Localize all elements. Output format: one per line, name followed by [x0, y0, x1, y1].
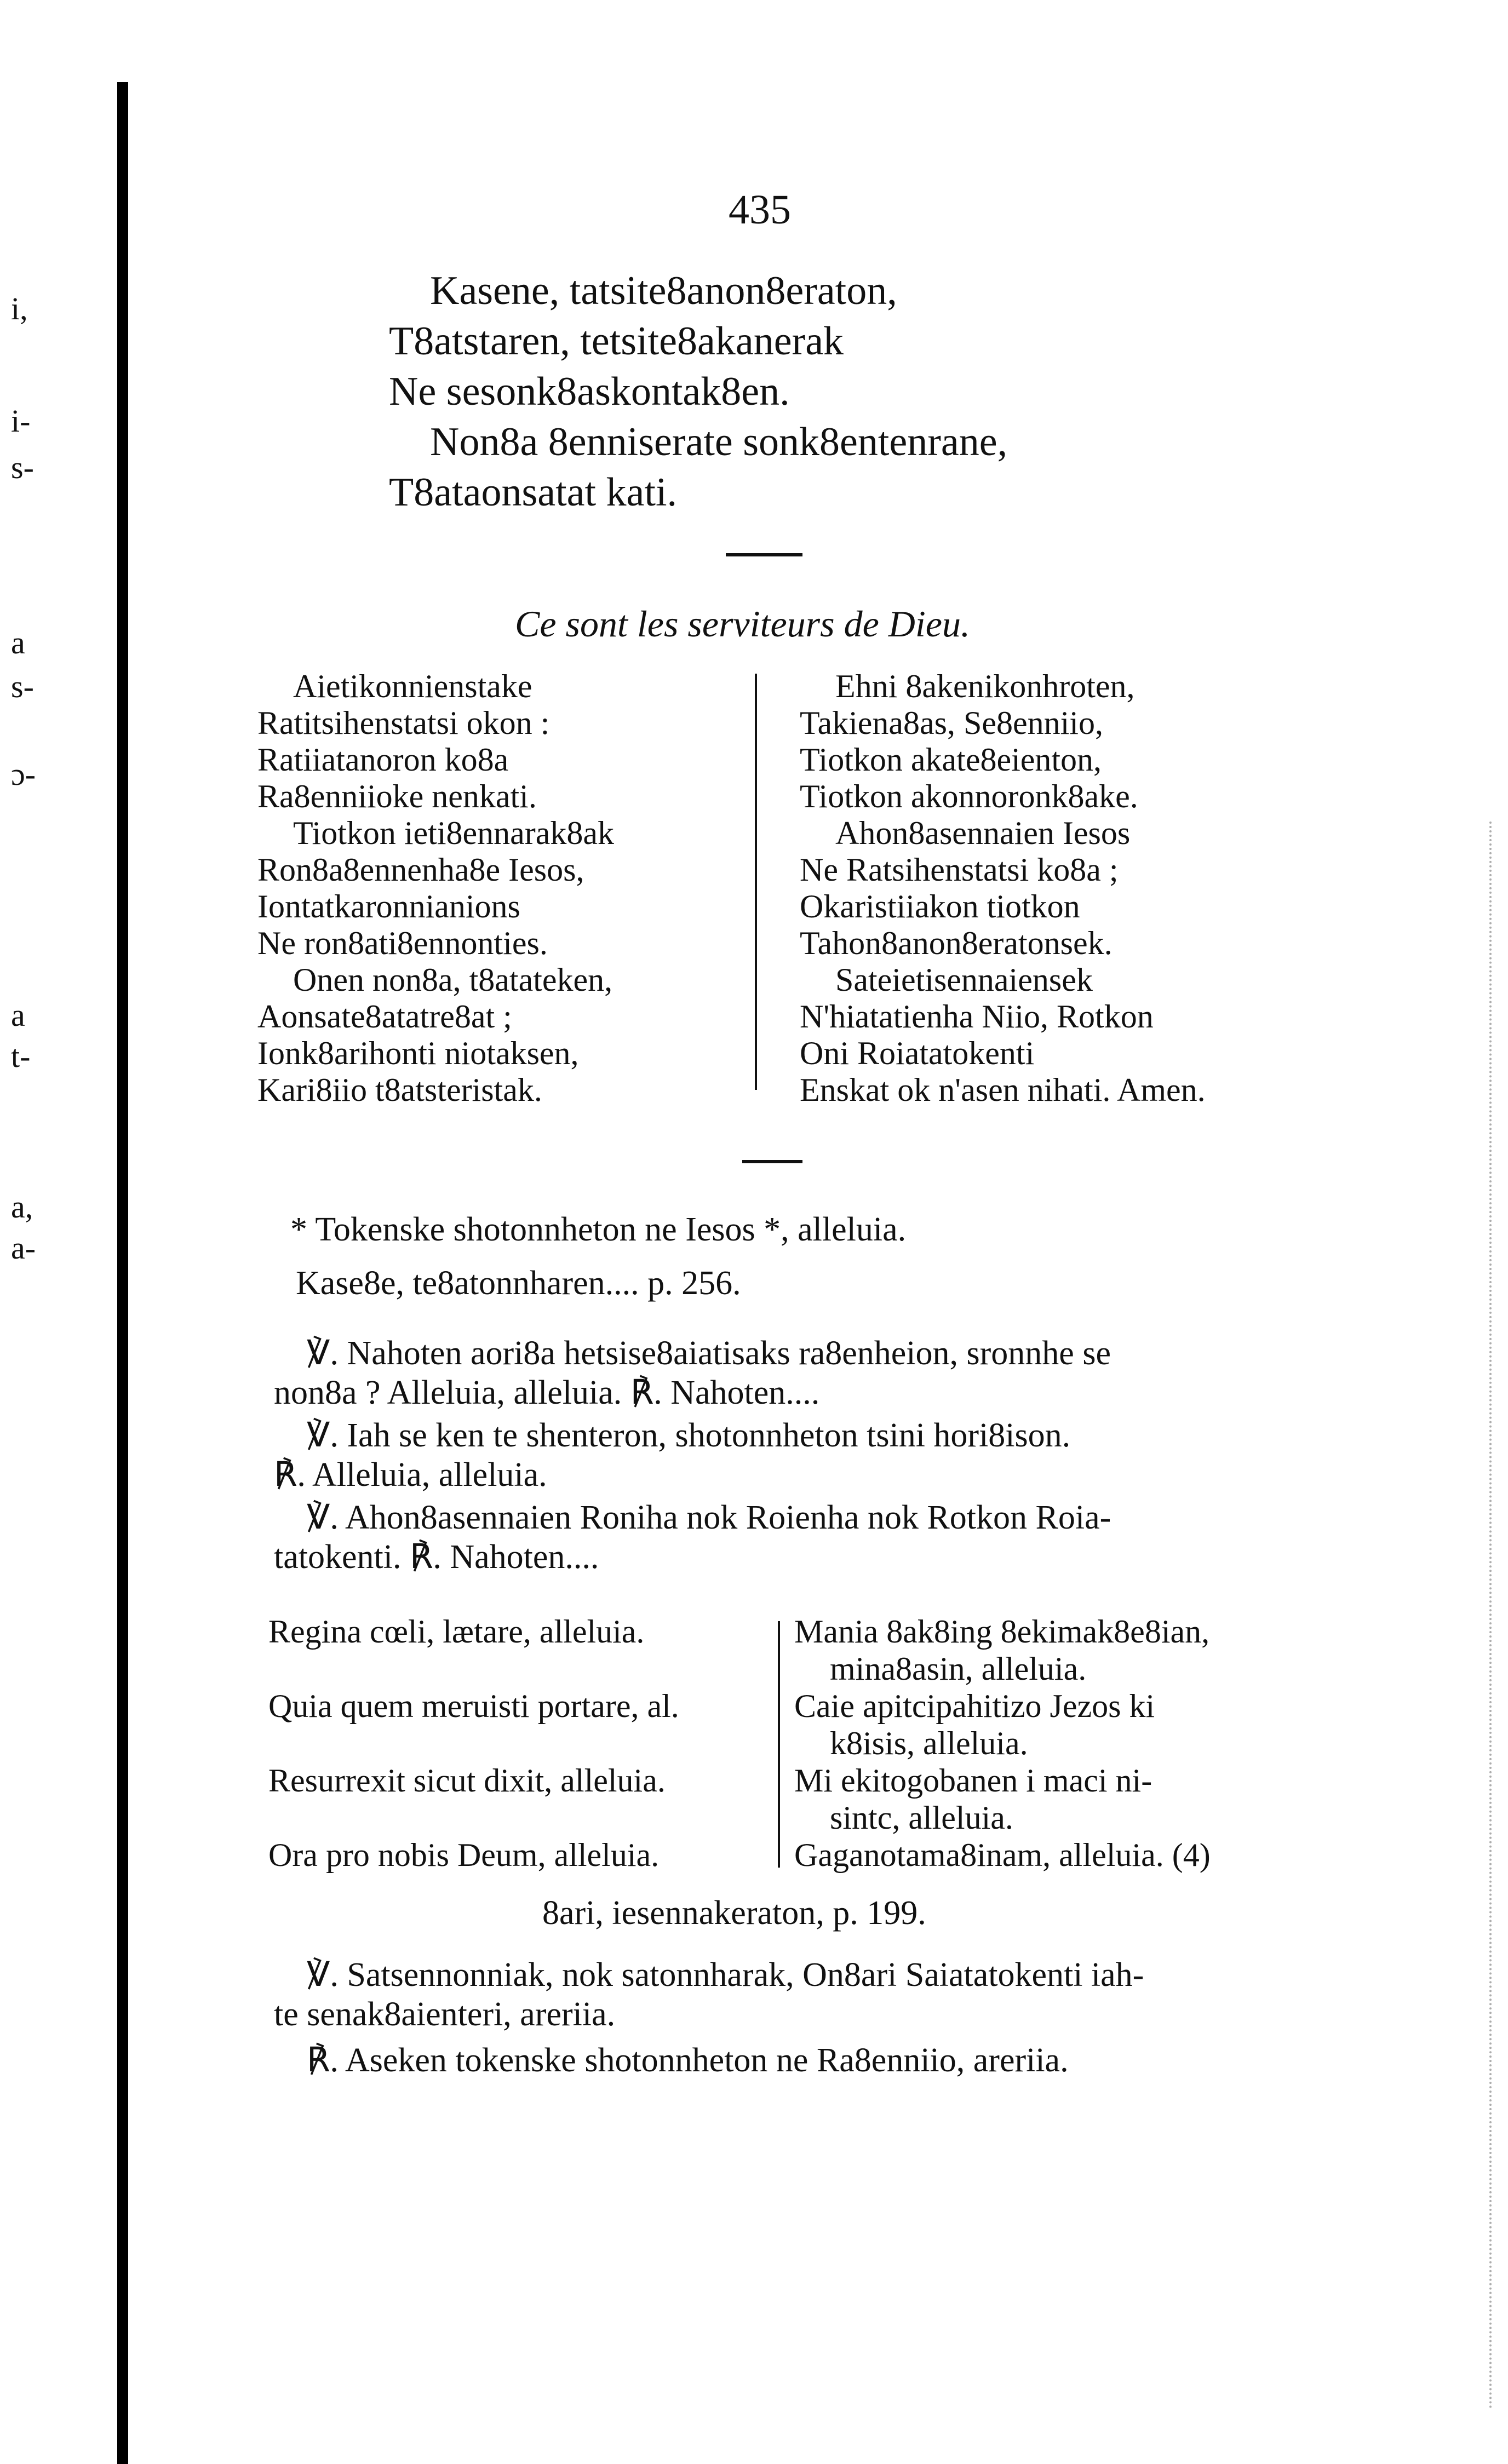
hymn-line: Ratiiatanoron ko8a — [257, 742, 509, 778]
book-spine-shadow — [117, 82, 128, 2464]
versicle-block — [274, 1955, 1298, 2080]
hymn-line: Ionk8arihonti niotaksen, — [257, 1035, 579, 1071]
hymn-line: Sateietisennaiensek — [835, 962, 1093, 998]
margin-fragment: a — [11, 997, 25, 1033]
hymn-line: Tiotkon ieti8ennarak8ak — [293, 815, 615, 851]
margin-fragment: i- — [11, 403, 31, 439]
versicle-line: ℣. Iah se ken te shenteron, shotonnheton tsini hori8ison. — [307, 1417, 1071, 1454]
column-divider — [755, 674, 757, 1090]
versicle-line: te senak8aienteri, areriia. — [274, 1996, 616, 2033]
hymn-line: Ne Ratsihenstatsi ko8a ; — [800, 852, 1119, 888]
hymn-line: N'hiatatienha Niio, Rotkon — [800, 998, 1154, 1035]
section-divider — [726, 553, 802, 556]
hymn-line: Ahon8asennaien Iesos — [835, 815, 1131, 851]
margin-fragment: i, — [11, 291, 28, 326]
latin-column — [268, 1613, 679, 1874]
hymn-line: Aonsate8atatre8at ; — [257, 998, 512, 1035]
page-edge — [1457, 822, 1492, 2410]
translation-line: k8isis, alleluia. — [830, 1725, 1028, 1761]
hymn-line: Ratitsihenstatsi okon : — [257, 705, 550, 741]
hymn-line: Takiena8as, Se8enniio, — [800, 705, 1103, 741]
latin-line: Regina cœli, lætare, alleluia. — [268, 1613, 645, 1650]
margin-fragment: a- — [11, 1230, 36, 1266]
page-reference: Kase8e, te8atonnharen.... p. 256. — [296, 1265, 741, 1302]
hymn-line: Tiotkon akonnoronk8ake. — [800, 778, 1138, 814]
hymn-line: Ne ron8ati8ennonties. — [257, 925, 548, 961]
hymn-line: Oni Roiatatokenti — [800, 1035, 1035, 1071]
poem-line: Kasene, tatsite8anon8eraton, — [430, 268, 897, 313]
versicle-line: ℟. Alleluia, alleluia. — [274, 1456, 547, 1494]
translation-line: Mi ekitogobanen i maci ni- — [794, 1762, 1152, 1799]
antiphon: * Tokenske shotonnheton ne Iesos *, alleluia. — [290, 1211, 907, 1248]
adjacent-page-margin — [0, 0, 88, 1314]
hymn-left-column — [257, 668, 614, 1108]
hymn-line: Tahon8anon8eratonsek. — [800, 925, 1113, 961]
poem-line: Ne sesonk8askontak8en. — [389, 369, 790, 414]
section-title: Ce sont les serviteurs de Dieu. — [515, 603, 970, 645]
latin-line: Resurrexit sicut dixit, alleluia. — [268, 1762, 666, 1799]
versicle-block — [274, 1334, 1298, 1577]
versicle-line: ℣. Satsennonniak, nok satonnharak, On8ari Saiatatokenti iah- — [307, 1956, 1144, 1994]
hymn-line: Ron8a8ennenha8e Iesos, — [257, 852, 584, 888]
page-reference: 8ari, iesennakeraton, p. 199. — [542, 1894, 926, 1932]
translation-line: sintc, alleluia. — [830, 1800, 1013, 1836]
poem-line: T8atstaren, tetsite8akanerak — [389, 319, 844, 364]
hymn-line: Iontatkaronnianions — [257, 888, 520, 924]
hymn-line: Ra8enniioke nenkati. — [257, 778, 537, 814]
hymn-line: Onen non8a, t8atateken, — [293, 962, 613, 998]
versicle-line: tatokenti. ℟. Nahoten.... — [274, 1538, 599, 1576]
versicle-line: ℣. Nahoten aori8a hetsise8aiatisaks ra8enheion, sronnhe se — [307, 1335, 1111, 1372]
page-number: 435 — [729, 187, 791, 233]
hymn-line: Aietikonnienstake — [293, 668, 532, 704]
poem-stanza — [389, 266, 1007, 518]
hymn-line: Kari8iio t8atsteristak. — [257, 1072, 542, 1108]
poem-line: Non8a 8enniserate sonk8entenrane, — [430, 420, 1008, 464]
margin-fragment: s- — [11, 669, 34, 704]
margin-fragment: ɔ- — [11, 756, 36, 792]
versicle-line: non8a ? Alleluia, alleluia. ℟. Nahoten.... — [274, 1374, 820, 1411]
versicle-line: ℣. Ahon8asennaien Roniha nok Roienha nok Rotkon Roia- — [307, 1499, 1111, 1536]
section-divider — [742, 1160, 802, 1163]
hymn-line: Enskat ok n'asen nihati. Amen. — [800, 1072, 1206, 1108]
translation-line: mina8asin, alleluia. — [830, 1651, 1087, 1687]
latin-line: Quia quem meruisti portare, al. — [268, 1688, 679, 1724]
response-line: ℟. Aseken tokenske shotonnheton ne Ra8enniio, areriia. — [307, 2042, 1069, 2079]
margin-fragment: t- — [11, 1038, 31, 1074]
hymn-right-column — [800, 668, 1206, 1108]
hymn-line: Tiotkon akate8eienton, — [800, 742, 1102, 778]
hymn-line: Okaristiiakon tiotkon — [800, 888, 1080, 924]
column-divider — [778, 1621, 780, 1868]
translation-line: Gaganotama8inam, alleluia. (4) — [794, 1837, 1211, 1873]
margin-fragment: a, — [11, 1189, 33, 1225]
margin-fragment: s- — [11, 450, 34, 485]
latin-line: Ora pro nobis Deum, alleluia. — [268, 1837, 660, 1873]
translation-line: Mania 8ak8ing 8ekimak8e8ian, — [794, 1613, 1210, 1650]
translation-column — [794, 1613, 1211, 1874]
margin-fragment: a — [11, 625, 25, 660]
translation-line: Caie apitcipahitizo Jezos ki — [794, 1688, 1155, 1724]
hymn-line: Ehni 8akenikonhroten, — [835, 668, 1135, 704]
poem-line: T8ataonsatat kati. — [389, 470, 678, 515]
